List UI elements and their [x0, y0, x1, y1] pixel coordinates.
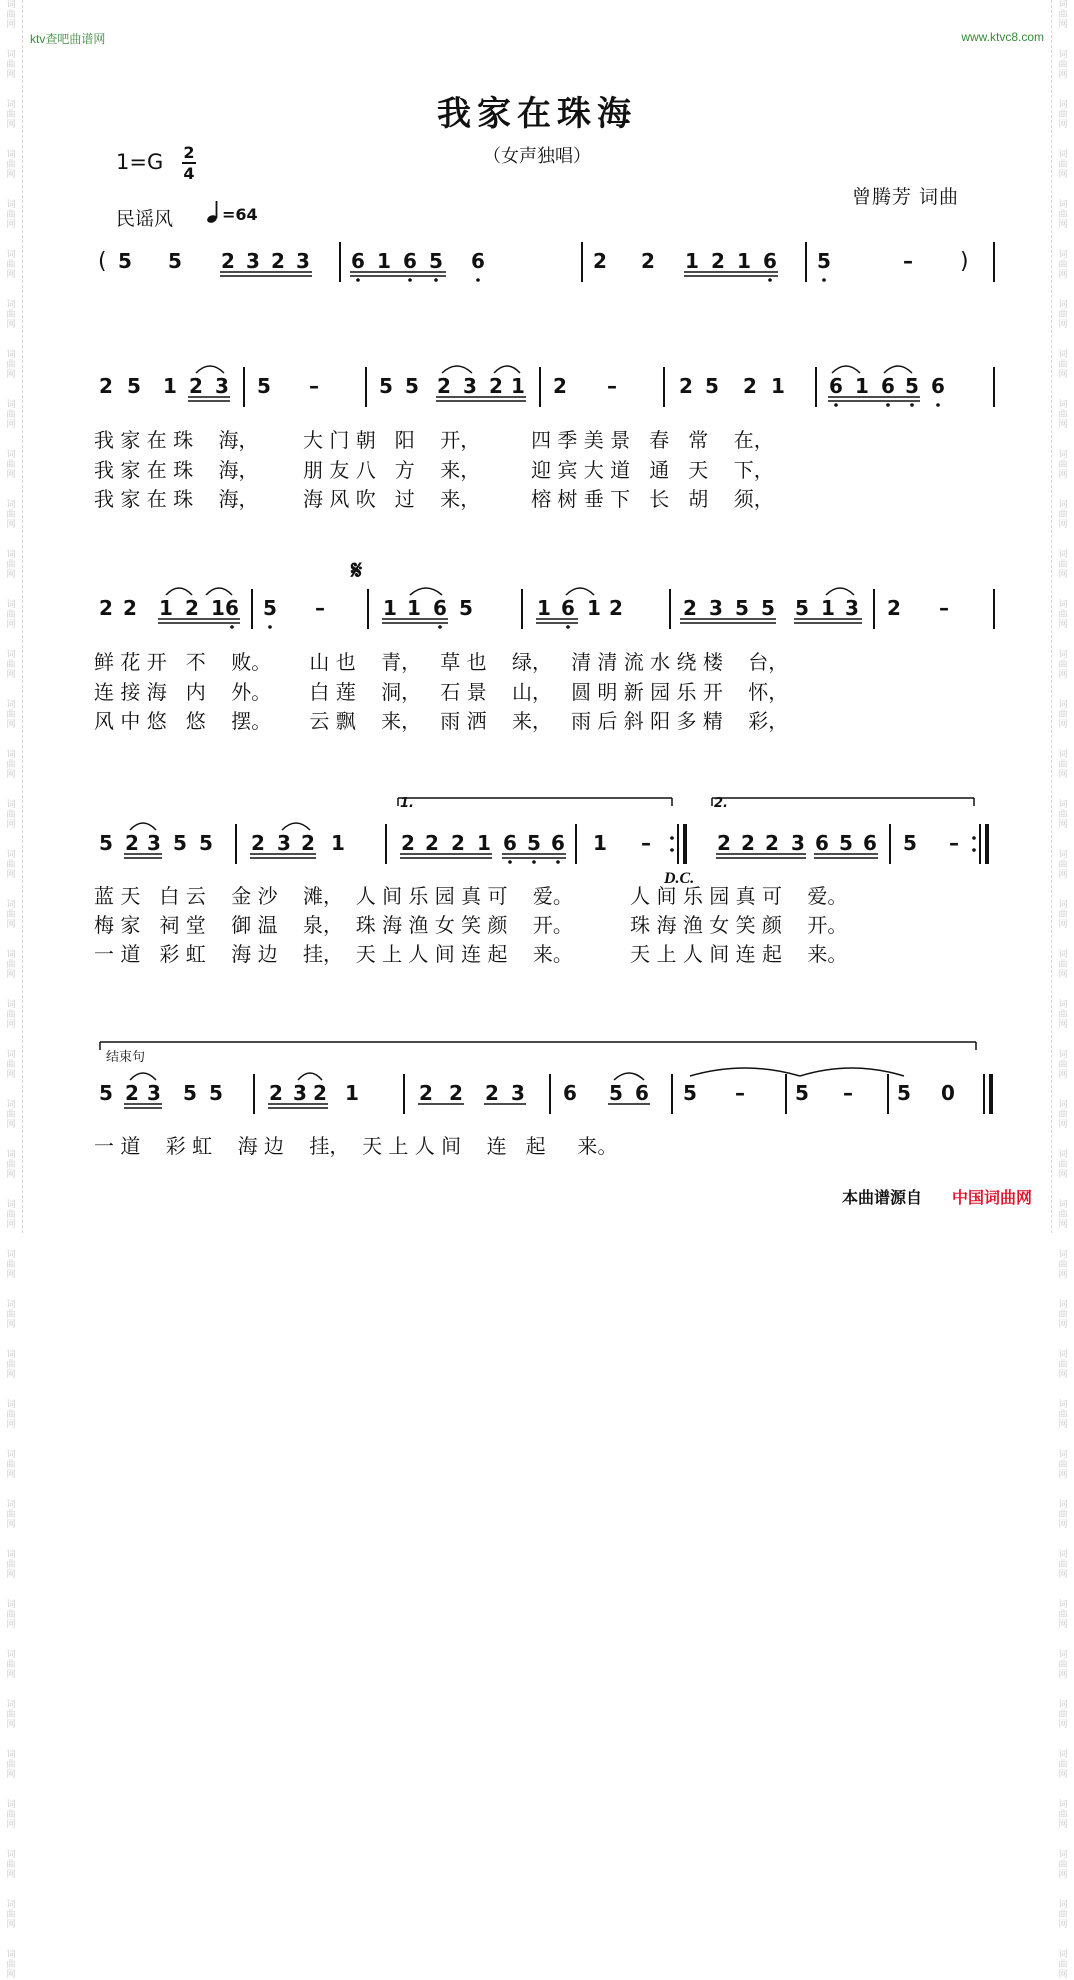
- note: 2: [125, 831, 139, 855]
- note: 2: [123, 596, 137, 620]
- note: 6: [635, 1081, 649, 1105]
- note: 5: [199, 831, 213, 855]
- note: 6: [931, 374, 945, 398]
- note: 3: [463, 374, 477, 398]
- note: 5: [405, 374, 419, 398]
- slur: [166, 588, 192, 595]
- lyrics-row4-verse1: 蓝 天 白 云 金 沙 滩， 人 间 乐 园 真 可 爱。 人 间 乐 园 真 可 爱。: [94, 884, 848, 908]
- lyrics-row5: 一 道 彩 虹 海 边 挂， 天 上 人 间 连 起 来。: [94, 1134, 618, 1158]
- lyrics-row2-verse3: 我 家 在 珠 海， 海 风 吹 过 来， 榕 树 垂 下 长 胡 须，: [94, 487, 774, 511]
- note: 5: [459, 596, 473, 620]
- note: 5: [761, 596, 775, 620]
- note: 2: [437, 374, 451, 398]
- note: 2: [221, 249, 235, 273]
- note: 3: [147, 831, 161, 855]
- octave-dot: [972, 848, 976, 852]
- dc-mark: D.C.: [664, 870, 695, 887]
- note: 5: [903, 831, 917, 855]
- note: 1: [593, 831, 607, 855]
- note: 2: [743, 374, 757, 398]
- note: 6: [471, 249, 485, 273]
- octave-dot: [834, 403, 838, 407]
- slur: [826, 588, 854, 595]
- note: –: [735, 1081, 745, 1105]
- volta-2-label: 2.: [714, 796, 728, 811]
- paren-close: ): [960, 249, 969, 274]
- note: 1: [685, 249, 699, 273]
- note: 2: [451, 831, 465, 855]
- left-watermark-strip: 词 曲 网 词 曲 网 词 曲 网 词 曲 网 词 曲 网 词 曲 网 词 曲 网 词 曲 网 词 曲 网 词 曲 网 词 曲 网 词 曲 网 词 曲 网 词 曲 网 词 曲 网 词 曲 网 词 曲 网 词 曲 网 词 曲 网 词 曲 网 词 曲 网 词 曲 网 词 曲 网 词 曲 网 词 曲 网 词 曲 网 词 曲 网 词 曲 网 词 曲 网 词 曲 网 词 曲 网 词 曲 网 词 曲 网 词 曲 网 词 曲 网 词 曲 网 词 曲 网 词 曲 网 词 曲 网 词 曲 网: [0, 0, 23, 1233]
- note: 1: [383, 596, 397, 620]
- note: 6: [503, 831, 517, 855]
- note: 5: [735, 596, 749, 620]
- time-top: 2: [183, 143, 195, 162]
- note: 1: [511, 374, 525, 398]
- note: 6: [351, 249, 365, 273]
- note: 3: [791, 831, 805, 855]
- note: 1: [211, 596, 225, 620]
- volta-1-label: 1.: [400, 796, 414, 811]
- slur: [410, 588, 442, 595]
- octave-dot: [532, 860, 536, 864]
- note: 5: [99, 1081, 113, 1105]
- octave-dot: [822, 278, 826, 282]
- octave-dot: [936, 403, 940, 407]
- octave-dot: [910, 403, 914, 407]
- note: 6: [403, 249, 417, 273]
- note: 2: [271, 249, 285, 273]
- lyrics-row4-verse2: 梅 家 祠 堂 御 温 泉， 珠 海 渔 女 笑 颜 开。 珠 海 渔 女 笑 颜 开。: [94, 913, 848, 937]
- note: 6: [881, 374, 895, 398]
- note: 2: [485, 1081, 499, 1105]
- slur: [884, 366, 912, 373]
- note: 1: [771, 374, 785, 398]
- note: 5: [183, 1081, 197, 1105]
- note: 2: [301, 831, 315, 855]
- octave-dot: [230, 625, 234, 629]
- note: 5: [795, 596, 809, 620]
- note: 6: [561, 596, 575, 620]
- note: 5: [257, 374, 271, 398]
- note: 1: [407, 596, 421, 620]
- song-subtitle: （女声独唱）: [483, 146, 591, 167]
- note: 3: [845, 596, 859, 620]
- slur: [442, 366, 472, 373]
- octave-dot: [434, 278, 438, 282]
- note: 5: [127, 374, 141, 398]
- note: 5: [897, 1081, 911, 1105]
- note: 5: [263, 596, 277, 620]
- note: 5: [609, 1081, 623, 1105]
- note: 2: [189, 374, 203, 398]
- authors: 曾腾芳 词曲: [852, 186, 960, 208]
- key-signature: 1=G: [116, 150, 164, 174]
- note: 2: [741, 831, 755, 855]
- note: 2: [99, 374, 113, 398]
- octave-dot: [508, 860, 512, 864]
- note: 5: [99, 831, 113, 855]
- note: 6: [433, 596, 447, 620]
- note: 3: [296, 249, 310, 273]
- note: 2: [185, 596, 199, 620]
- note: –: [607, 374, 617, 398]
- slur: [614, 1073, 644, 1080]
- lyrics-row4-verse3: 一 道 彩 虹 海 边 挂， 天 上 人 间 连 起 来。 天 上 人 间 连 起 来。: [94, 942, 848, 966]
- note: 3: [709, 596, 723, 620]
- song-title: 我家在珠海: [437, 94, 637, 134]
- note: 1: [537, 596, 551, 620]
- octave-dot: [972, 836, 976, 840]
- note: 2: [449, 1081, 463, 1105]
- note: 6: [763, 249, 777, 273]
- paren-open: (: [98, 249, 107, 274]
- note: 1: [477, 831, 491, 855]
- slur: [130, 1073, 156, 1080]
- octave-dot: [408, 278, 412, 282]
- note: 1: [159, 596, 173, 620]
- note: –: [309, 374, 319, 398]
- note: 1: [821, 596, 835, 620]
- note: –: [949, 831, 959, 855]
- note: 3: [246, 249, 260, 273]
- note: 2: [593, 249, 607, 273]
- note: 2: [717, 831, 731, 855]
- note: 1: [377, 249, 391, 273]
- style-label: 民谣风: [116, 208, 174, 230]
- note: 2: [425, 831, 439, 855]
- note: 2: [679, 374, 693, 398]
- note: 2: [401, 831, 415, 855]
- note: 3: [147, 1081, 161, 1105]
- note: 5: [209, 1081, 223, 1105]
- note: 6: [863, 831, 877, 855]
- time-bottom: 4: [183, 164, 195, 183]
- note: 1: [737, 249, 751, 273]
- note: 2: [553, 374, 567, 398]
- octave-dot: [670, 836, 674, 840]
- footer-source-site[interactable]: 中国词曲网: [952, 1188, 1033, 1207]
- note: 5: [379, 374, 393, 398]
- note: 2: [99, 596, 113, 620]
- right-watermark-strip: 词 曲 网 词 曲 网 词 曲 网 词 曲 网 词 曲 网 词 曲 网 词 曲 网 词 曲 网 词 曲 网 词 曲 网 词 曲 网 词 曲 网 词 曲 网 词 曲 网 词 曲 网 词 曲 网 词 曲 网 词 曲 网 词 曲 网 词 曲 网 词 曲 网 词 曲 网 词 曲 网 词 曲 网 词 曲 网 词 曲 网 词 曲 网 词 曲 网 词 曲 网 词 曲 网 词 曲 网 词 曲 网 词 曲 网 词 曲 网 词 曲 网 词 曲 网 词 曲 网 词 曲 网 词 曲 网 词 曲 网: [1051, 0, 1074, 1233]
- note: 5: [118, 249, 132, 273]
- slur: [196, 366, 224, 373]
- note: 3: [293, 1081, 307, 1105]
- note: 2: [313, 1081, 327, 1105]
- note: 6: [815, 831, 829, 855]
- note: 5: [173, 831, 187, 855]
- segno-sign: 𝄋: [351, 556, 363, 586]
- octave-dot: [438, 625, 442, 629]
- lyrics-row2-verse1: 我 家 在 珠 海， 大 门 朝 阳 开， 四 季 美 景 春 常 在，: [94, 428, 774, 452]
- lyrics-row3-verse3: 风 中 悠 悠 摆。 云 飘 来， 雨 洒 来， 雨 后 斜 阳 多 精 彩，: [94, 709, 789, 733]
- note: 6: [829, 374, 843, 398]
- note: 2: [489, 374, 503, 398]
- slur: [282, 823, 310, 830]
- note: –: [903, 249, 913, 273]
- octave-dot: [556, 860, 560, 864]
- note: 5: [905, 374, 919, 398]
- slur: [494, 366, 520, 373]
- note: 5: [839, 831, 853, 855]
- note: 5: [795, 1081, 809, 1105]
- note: 5: [817, 249, 831, 273]
- slur: [130, 823, 156, 830]
- note: 2: [125, 1081, 139, 1105]
- note: 6: [563, 1081, 577, 1105]
- note: 3: [215, 374, 229, 398]
- note: 3: [511, 1081, 525, 1105]
- slur: [566, 588, 594, 595]
- ending-label: 结束句: [106, 1050, 146, 1065]
- note: 5: [683, 1081, 697, 1105]
- note: 6: [225, 596, 239, 620]
- note: 1: [331, 831, 345, 855]
- note: 0: [941, 1081, 955, 1105]
- octave-dot: [566, 625, 570, 629]
- note: 2: [269, 1081, 283, 1105]
- note: 2: [683, 596, 697, 620]
- note: 2: [711, 249, 725, 273]
- lyrics-row2-verse2: 我 家 在 珠 海， 朋 友 八 方 来， 迎 宾 大 道 通 天 下，: [94, 458, 774, 482]
- note: 2: [609, 596, 623, 620]
- note: 2: [419, 1081, 433, 1105]
- slur: [298, 1073, 322, 1080]
- lyrics-row3-verse1: 鲜 花 开 不 败。 山 也 青， 草 也 绿， 清 清 流 水 绕 楼 台，: [94, 650, 789, 674]
- site-url-right[interactable]: www.ktvc8.com: [961, 30, 1044, 44]
- note: 6: [551, 831, 565, 855]
- slur: [832, 366, 860, 373]
- slur: [206, 588, 232, 595]
- octave-dot: [356, 278, 360, 282]
- note: 2: [887, 596, 901, 620]
- octave-dot: [476, 278, 480, 282]
- note: 1: [855, 374, 869, 398]
- note: 2: [641, 249, 655, 273]
- note: 1: [345, 1081, 359, 1105]
- note: –: [843, 1081, 853, 1105]
- note: 5: [168, 249, 182, 273]
- site-name-left[interactable]: ktv查吧曲谱网: [30, 32, 106, 46]
- note: 1: [163, 374, 177, 398]
- octave-dot: [268, 625, 272, 629]
- octave-dot: [670, 848, 674, 852]
- note: 5: [705, 374, 719, 398]
- tie: [690, 1068, 800, 1076]
- tempo-value: =64: [222, 205, 258, 224]
- footer-source-label: 本曲谱源自: [842, 1188, 923, 1207]
- note: –: [939, 596, 949, 620]
- lyrics-row3-verse2: 连 接 海 内 外。 白 莲 洞， 石 景 山， 圆 明 新 园 乐 开 怀，: [94, 680, 789, 704]
- note: 5: [429, 249, 443, 273]
- note: 5: [527, 831, 541, 855]
- note: 2: [765, 831, 779, 855]
- note: 3: [277, 831, 291, 855]
- note: –: [315, 596, 325, 620]
- octave-dot: [768, 278, 772, 282]
- octave-dot: [886, 403, 890, 407]
- note: –: [641, 831, 651, 855]
- note: 2: [251, 831, 265, 855]
- note: 1: [587, 596, 601, 620]
